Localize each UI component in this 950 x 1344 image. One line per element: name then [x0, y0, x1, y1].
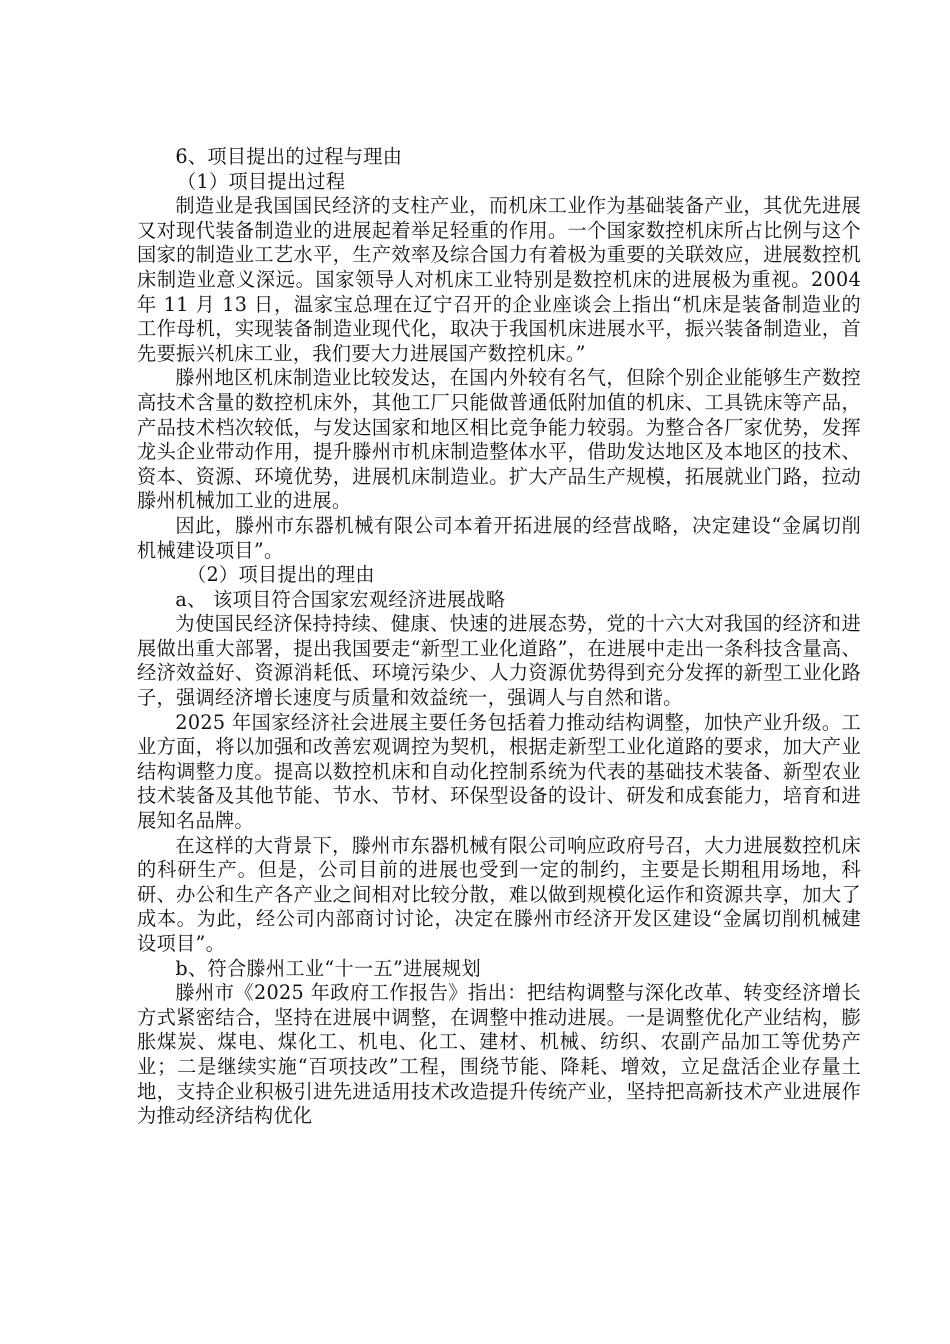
document-page [137, 145, 861, 1129]
subheading-reasons: （2）项目提出的理由 [187, 563, 375, 587]
paragraph-2: 滕州地区机床制造业比较发达，在国内外较有名气，但除个别企业能够生产数控高技术含量的数控机床外，其他工厂只能做普通低附加值的机床、工具铣床等产品，产品技术档次较低，与发达国家和地区相比竞争能力较弱。为整合各厂家优势，发挥龙头企业带动作用，提升滕州市机床制造整体水平，借助发达地区及本地区的技术、资本、资源、环境优势，进展机床制造业。扩大产品生产规模，拓展就业门路，拉动滕州机械加工业的进展。 [137, 366, 861, 513]
subheading-process: （1）项目提出过程 [177, 169, 346, 193]
paragraph-4: 为使国民经济保持持续、健康、快速的进展态势，党的十六大对我国的经济和进展做出重大部署，提出我国要走“新型工业化道路”，在进展中走出一条科技含量高、经济效益好、资源消耗低、环境污染少、人力资源优势得到充分发挥的新型工业化路子，强调经济增长速度与质量和效益统一，强调人与自然和谐。 [137, 612, 861, 710]
paragraph-5: 2025 年国家经济社会进展主要任务包括着力推动结构调整，加快产业升级。工业方面，将以加强和改善宏观调控为契机，根据走新型工业化道路的要求，加大产业结构调整力度。提高以数控机床和自动化控制系统为代表的基础技术装备、新型农业技术装备及其他节能、节水、节材、环保型设备的设计、研发和成套能力，培育和进展知名品牌。 [137, 710, 861, 833]
subheading-b: b、符合滕州工业“十一五”进展规划 [175, 956, 482, 980]
paragraph-6: 在这样的大背景下，滕州市东器机械有限公司响应政府号召，大力进展数控机床的科研生产。但是，公司目前的进展也受到一定的制约，主要是长期租用场地，科研、办公和生产各产业之间相对比较分散，难以做到规模化运作和资源共享，加大了成本。为此，经公司内部商讨讨论，决定在滕州市经济开发区建设“金属切削机械建设项目”。 [137, 833, 861, 955]
paragraph-1: 制造业是我国国民经济的支柱产业，而机床工业作为基础装备产业，其优先进展又对现代装备制造业的进展起着举足轻重的作用。一个国家数控机床所占比例与这个国家的制造业工艺水平，生产效率及综合国力有着极为重要的关联效应，进展数控机床制造业意义深远。国家领导人对机床工业特别是数控机床的进展极为重视。2004 年 11 月 13 日，温家宝总理在辽宁召开的企业座谈会上指出“机床是装备制造业的工作母机，实现装备制造业现代化，取决于我国机床进展水平，振兴装备制造业，首先要振兴机床工业，我们要大力进展国产数控机床。” [137, 194, 861, 365]
paragraph-3: 因此，滕州市东器机械有限公司本着开拓进展的经营战略，决定建设“金属切削机械建设项目”。 [137, 513, 861, 562]
paragraph-7: 滕州市《2025 年政府工作报告》指出：把结构调整与深化改革、转变经济增长方式紧密结合，坚持在进展中调整，在调整中推动进展。一是调整优化产业结构，膨胀煤炭、煤电、煤化工、机电、化工、建材、机械、纺织、农副产品加工等优势产业；二是继续实施“百项技改”工程，围绕节能、降耗、增效，立足盘活企业存量土地，支持企业积极引进先进适用技术改造提升传统产业，坚持把高新技术产业进展作为推动经济结构优化 [137, 981, 861, 1128]
section-heading-6: 6、项目提出的过程与理由 [175, 145, 403, 168]
subheading-a: a、 该项目符合国家宏观经济进展战略 [175, 587, 506, 611]
